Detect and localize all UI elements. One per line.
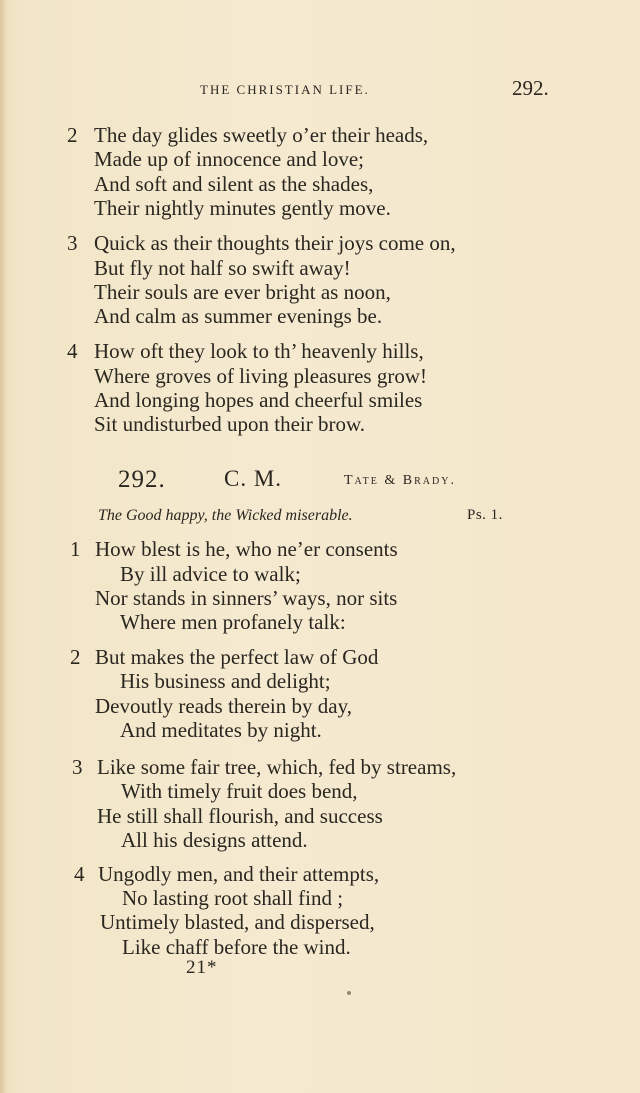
- stanza-number: 3: [72, 755, 83, 779]
- stanza-number: 1: [70, 537, 81, 561]
- verse-line: And soft and silent as the shades,: [94, 172, 374, 196]
- verse-line: He still shall flourish, and success: [97, 804, 383, 828]
- stanza-number: 2: [67, 123, 78, 147]
- verse-line: Where men profanely talk:: [120, 610, 346, 634]
- verse-line: Ungodly men, and their attempts,: [98, 862, 380, 886]
- verse-line: Devoutly reads therein by day,: [95, 694, 352, 718]
- stanza-number: 4: [67, 339, 78, 363]
- page-header: [0, 76, 640, 104]
- verse-line: No lasting root shall find ;: [122, 886, 344, 910]
- verse-line: But makes the perfect law of God: [95, 645, 379, 669]
- hymn-subtitle-row: [98, 507, 518, 529]
- printer-signature-mark: 21*: [186, 957, 218, 978]
- stanza-number: 2: [70, 645, 81, 669]
- hymn-author: Tate & Brady.: [344, 473, 456, 488]
- verse-line: All his designs attend.: [121, 828, 308, 852]
- verse-line: But fly not half so swift away!: [94, 256, 351, 280]
- hymn-heading: [0, 466, 640, 496]
- psalm-reference: Ps. 1.: [467, 507, 503, 523]
- verse-line: Where groves of living pleasures grow!: [94, 364, 427, 388]
- verse-line: His business and delight;: [120, 669, 331, 693]
- hymn-subtitle: The Good happy, the Wicked miserable.: [98, 507, 353, 524]
- hymn-meter: C. M.: [224, 466, 283, 491]
- verse-line: Made up of innocence and love;: [94, 147, 364, 171]
- stanza-number: 4: [74, 862, 85, 886]
- stanza-number: 3: [67, 231, 78, 255]
- verse-line: By ill advice to walk;: [120, 562, 301, 586]
- verse-line: Sit undisturbed upon their brow.: [94, 412, 366, 436]
- verse-line: And calm as summer evenings be.: [94, 304, 383, 328]
- verse-line: Their nightly minutes gently move.: [94, 196, 391, 220]
- verse-line: And longing hopes and cheerful smiles: [94, 388, 423, 412]
- verse-line: Quick as their thoughts their joys come on,: [94, 231, 456, 255]
- verse-line: How oft they look to th’ heavenly hills,: [94, 339, 424, 363]
- verse-line: Their souls are ever bright as noon,: [94, 280, 391, 304]
- running-title: THE CHRISTIAN LIFE.: [200, 82, 370, 97]
- verse-line: With timely fruit does bend,: [121, 779, 358, 803]
- verse-line: Nor stands in sinners’ ways, nor sits: [95, 586, 398, 610]
- verse-line: Untimely blasted, and dispersed,: [100, 910, 375, 934]
- verse-line: And meditates by night.: [120, 718, 322, 742]
- verse-line: The day glides sweetly o’er their heads,: [94, 123, 429, 147]
- verse-line: How blest is he, who ne’er consents: [95, 537, 398, 561]
- page-spine-shadow: [0, 0, 6, 1093]
- verse-line: Like chaff before the wind.: [122, 935, 351, 959]
- verse-line: Like some fair tree, which, fed by streams,: [97, 755, 457, 779]
- hymn-number: 292.: [118, 466, 166, 493]
- paper-speck: [347, 991, 351, 995]
- page-number: 292.: [512, 76, 549, 100]
